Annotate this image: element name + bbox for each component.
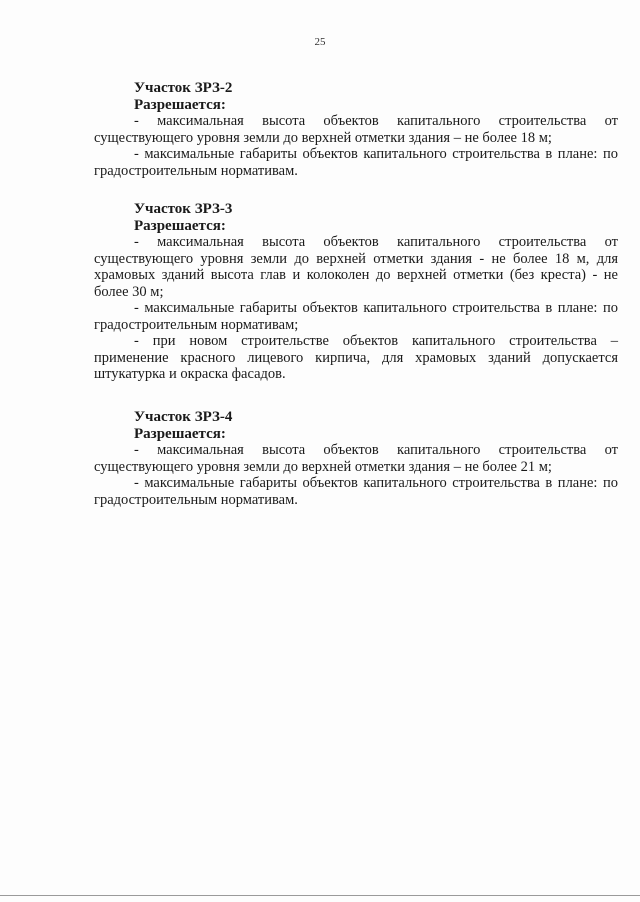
section-title: Участок ЗРЗ-4 (134, 409, 233, 425)
paragraph: - максимальная высота объектов капитального строительства от существующего уровня земли до верхней отметки здания – не более 21 м; (94, 442, 618, 475)
section-zrz-3 (94, 201, 618, 383)
section-title: Участок ЗРЗ-2 (134, 80, 233, 96)
section-zrz-2 (94, 80, 618, 179)
section-subtitle: Разрешается: (134, 96, 226, 113)
section-title: Участок ЗРЗ-3 (134, 201, 233, 217)
paragraph: - максимальные габариты объектов капитального строительства в плане: по градостроительным нормативам; (94, 300, 618, 333)
section-zrz-4 (94, 409, 618, 508)
section-subtitle: Разрешается: (134, 425, 226, 442)
scan-edge-line (0, 895, 640, 896)
paragraph: - максимальные габариты объектов капитального строительства в плане: по градостроительным нормативам. (94, 146, 618, 179)
paragraph: - максимальная высота объектов капитального строительства от существующего уровня земли до верхней отметки здания - не более 18 м, для храмовых зданий высота глав и колоколен до верхней отметки (без креста) - не более 30 м; (94, 234, 618, 300)
page-number: 25 (314, 36, 326, 48)
paragraph: - при новом строительстве объектов капитального строительства – применение красного лицевого кирпича, для храмовых зданий допускается штукатурка и окраска фасадов. (94, 333, 618, 382)
paragraph: - максимальная высота объектов капитального строительства от существующего уровня земли до верхней отметки здания – не более 18 м; (94, 113, 618, 146)
section-subtitle: Разрешается: (134, 217, 226, 234)
paragraph: - максимальные габариты объектов капитального строительства в плане: по градостроительным нормативам. (94, 475, 618, 508)
